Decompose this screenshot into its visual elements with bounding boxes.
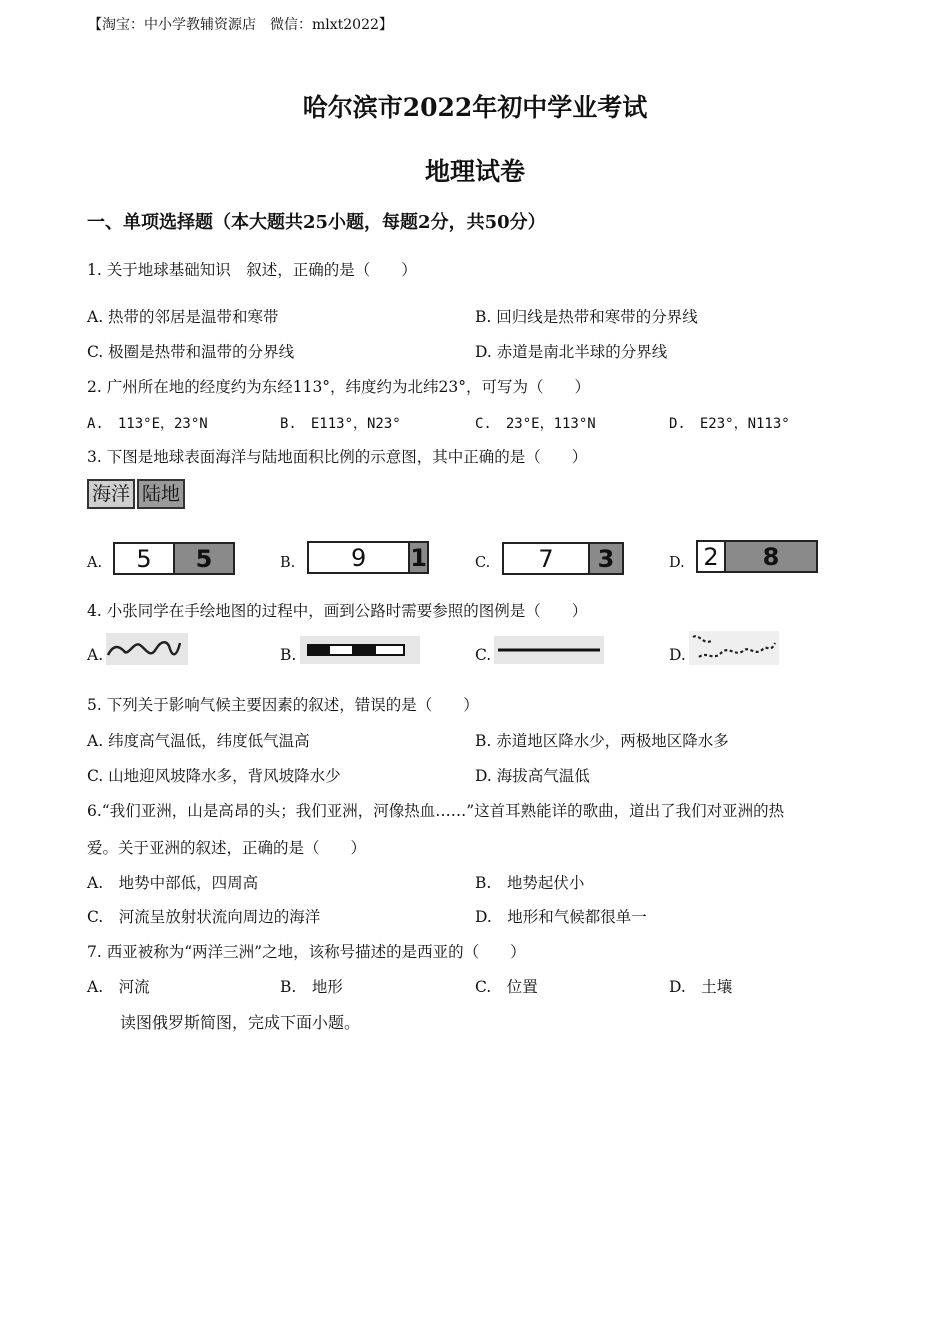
reading-instruction: 读图俄罗斯简图，完成下面小题。 [120,1013,361,1032]
q3-option-b-ratio-bar[interactable] [307,541,429,574]
q4-option-d-label[interactable]: D. [669,646,686,664]
q4-option-a-label[interactable]: A. [87,646,104,664]
q6-option-b[interactable]: B. 地势起伏小 [475,874,585,892]
q1-option-c[interactable]: C. 极圈是热带和温带的分界线 [87,343,295,361]
q6-stem-line2: 爱。关于亚洲的叙述，正确的是（ ） [87,839,367,857]
q5-option-d-text: 海拔高气温低 [496,767,590,785]
q7-option-b[interactable]: B. 地形 [280,978,343,996]
watermark-header: 【淘宝：中小学教辅资源店 微信：mlxt2022】 [88,17,393,33]
q5-option-b-letter: B. [475,732,492,750]
sea-value: 2 [703,542,719,571]
q3-option-c-ratio-bar[interactable] [502,542,624,575]
q1-option-b[interactable]: B. 回归线是热带和寒带的分界线 [475,308,698,326]
q1-option-a[interactable]: A. 热带的邻居是温带和寒带 [87,308,279,326]
q5-option-c-text: 山地迎风坡降水多，背风坡降水少 [108,767,341,785]
q2-option-d[interactable]: D. E23°，N113° [669,416,790,432]
q5-stem: 5. 下列关于影响气候主要因素的叙述，错误的是（ ） [87,696,479,714]
q5-option-d-letter: D. [475,767,492,785]
river-line-symbol[interactable] [106,633,188,665]
q5-option-d[interactable] [475,764,590,786]
q3-legend [87,479,185,509]
q3-option-a-label[interactable]: A. [87,555,103,571]
q1-stem: 1. 关于地球基础知识 叙述，正确的是（ ） [87,261,417,279]
q5-option-b-text: 赤道地区降水少，两极地区降水多 [496,732,729,750]
q7-option-c[interactable]: C. 位置 [475,978,538,996]
q5-option-a[interactable] [87,729,310,751]
railway-symbol[interactable] [300,636,420,664]
wavy-line-icon [106,633,188,665]
q2-stem: 2. 广州所在地的经度约为东经113°，纬度约为北纬23°，可写为（ ） [87,378,591,396]
q3-option-a-ratio-bar[interactable] [113,542,235,575]
q7-option-d[interactable]: D. 土壤 [669,978,733,996]
q5-option-a-letter: A. [87,732,104,750]
q4-option-b-label[interactable]: B. [280,646,297,664]
section-heading: 一、单项选择题（本大题共25小题，每题2分，共50分） [87,212,546,233]
solid-line-icon [494,636,604,664]
land-value: 3 [588,544,622,573]
dashed-wavy-line-icon [689,631,779,665]
land-value: 1 [410,543,427,572]
q2-option-c[interactable]: C. 23°E，113°N [475,416,596,432]
q2-option-a[interactable]: A. 113°E，23°N [87,416,208,432]
q5-option-c-letter: C. [87,767,104,785]
exam-subtitle: 地理试卷 [424,157,525,186]
q7-stem: 7. 西亚被称为“两洋三洲”之地，该称号描述的是西亚的（ ） [87,943,526,961]
q6-option-c[interactable]: C. 河流呈放射状流向周边的海洋 [87,908,321,926]
legend-land: 陆地 [137,479,185,509]
sea-value: 7 [538,544,554,573]
land-value: 8 [724,542,816,571]
q3-stem: 3. 下图是地球表面海洋与陆地面积比例的示意图，其中正确的是（ ） [87,448,588,466]
land-value: 5 [173,544,233,573]
q5-option-a-text: 纬度高气温低，纬度低气温高 [108,732,310,750]
sea-value: 9 [351,543,367,572]
q3-option-b-label[interactable]: B. [280,555,296,571]
sea-value: 5 [136,544,152,573]
road-symbol[interactable] [494,636,604,664]
q7-option-a[interactable]: A. 河流 [87,978,150,996]
legend-sea: 海洋 [87,479,135,509]
q2-option-b[interactable]: B. E113°，N23° [280,416,401,432]
q6-stem-line1: 6.“我们亚洲，山是高昂的头；我们亚洲，河像热血……”这首耳熟能详的歌曲，道出了我们对亚洲的热 [87,802,785,820]
q3-option-d-label[interactable]: D. [669,555,685,571]
q6-option-d[interactable]: D. 地形和气候都很单一 [475,908,647,926]
railway-icon [300,636,420,664]
seasonal-river-symbol[interactable] [689,631,779,665]
q3-option-c-label[interactable]: C. [475,555,491,571]
q3-option-d-ratio-bar[interactable] [696,540,818,573]
q4-option-c-label[interactable]: C. [475,646,492,664]
q5-option-b[interactable] [475,729,729,751]
q5-option-c[interactable] [87,764,341,786]
exam-title: 哈尔滨市2022年初中学业考试 [302,93,648,122]
q4-stem: 4. 小张同学在手绘地图的过程中，画到公路时需要参照的图例是（ ） [87,602,588,620]
q6-option-a[interactable]: A. 地势中部低，四周高 [87,874,259,892]
q1-option-d[interactable]: D. 赤道是南北半球的分界线 [475,343,668,361]
